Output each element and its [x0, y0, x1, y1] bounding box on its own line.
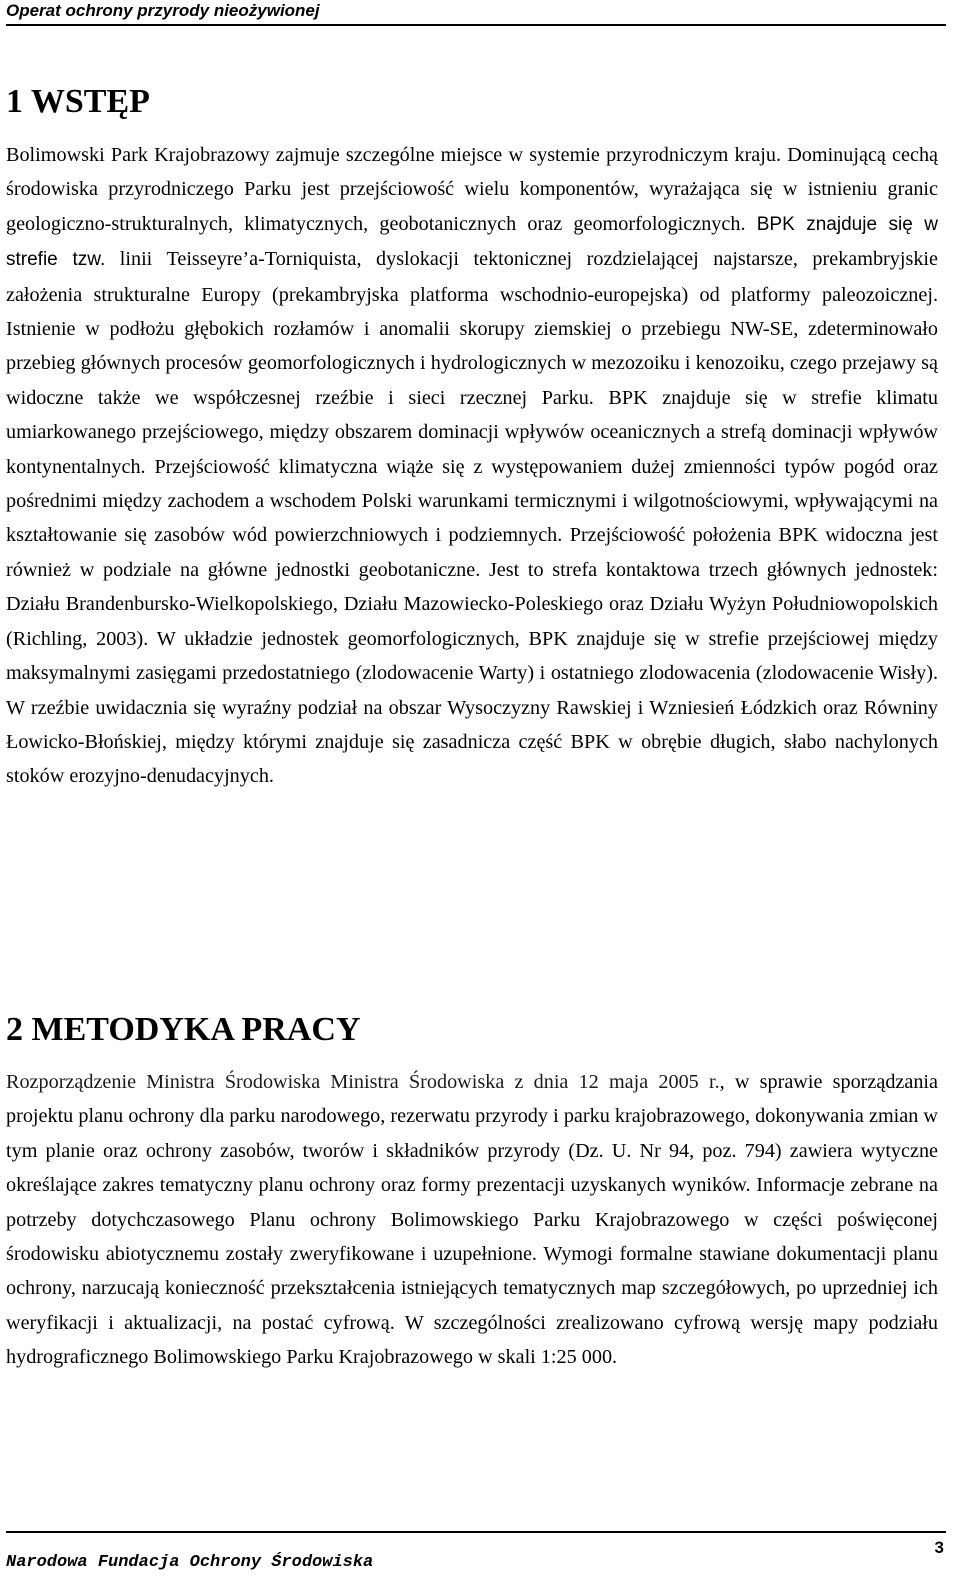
methodology-paragraph	[6, 1065, 938, 1375]
section-heading-wstep: 1 WSTĘP	[6, 83, 150, 120]
intro-paragraph-part-2: linii Teisseyre’a-Torniquista, dyslokacji tektonicznej rozdzielającej najstarsze, prekambryjskie założenia strukturalne Europy (prekambryjska platforma wschodnio-europejska) od platformy paleozoicznej. Istnienie w podłożu głębokich rozłamów i anomalii skorupy ziemskiej o przebiegu NW-SE, zdeterminowało przebieg głównych procesów geomorfologicznych i hydrologicznych w mezozoiku i kenozoiku, czego przejawy są widoczne także we współczesnej rzeźbie i sieci rzecznej Parku. BPK znajduje się w strefie klimatu umiarkowanego przejściowego, między obszarem dominacji wpływów oceanicznych a strefą dominacji wpływów kontynentalnych. Przejściowość klimatyczna wiąże się z występowaniem dużej zmienności typów pogód oraz pośrednimi między zachodem a wschodem Polski warunkami termicznymi i wilgotnościowymi, wpływającymi na kształtowanie się zasobów wód powierzchniowych i podziemnych. Przejściowość położenia BPK widoczna jest również w podziale na główne jednostki geobotaniczne. Jest to strefa kontaktowa trzech głównych jednostek: Działu Brandenbursko-Wielkopolskiego, Działu Mazowiecko-Poleskiego oraz Działu Wyżyn Południowopolskich (Richling, 2003). W układzie jednostek geomorfologicznych, BPK znajduje się w strefie przejściowej między maksymalnymi zasięgami przedostatniego (zlodowacenie Warty) i ostatniego zlodowacenia (zlodowacenie Wisły). W rzeźbie uwidacznia się wyraźny podział na obszar Wysoczyzny Rawskiej i Wzniesień Łódzkich oraz Równiny Łowicko-Błońskiej, między którymi znajduje się zasadnicza część BPK w obrębie długich, słabo nachylonych stoków erozyjno-denudacyjnych.	[6, 248, 938, 788]
section-heading-metodyka-pracy: 2 METODYKA PRACY	[6, 1011, 361, 1048]
footer-divider	[6, 1531, 946, 1533]
page-number: 3	[934, 1538, 944, 1557]
running-header-title: Operat ochrony przyrody nieożywionej	[6, 1, 320, 20]
footer-organization: Narodowa Fundacja Ochrony Środowiska	[6, 1553, 374, 1572]
intro-paragraph-sans-phrase: BPK znajduje się w strefie tzw.	[6, 213, 938, 271]
regulation-title: Rozporządzenie Ministra Środowiska Ministra Środowiska z dnia 12 maja 2005 r.	[6, 1071, 720, 1093]
running-header	[6, 0, 946, 26]
intro-paragraph	[6, 138, 938, 794]
intro-paragraph-part-1: Bolimowski Park Krajobrazowy zajmuje szczególne miejsce w systemie przyrodniczym kraju. Dominującą cechą środowiska przyrodniczego Parku jest przejściowość wielu komponentów, wyrażająca się w istnieniu granic geologiczno-strukturalnych, klimatycznych, geobotanicznych oraz geomorfologicznych.	[6, 144, 938, 235]
methodology-paragraph-body: , w sprawie sporządzania projektu planu ochrony dla parku narodowego, rezerwatu przyrody i parku krajobrazowego, dokonywania zmian w tym planie oraz ochrony zasobów, tworów i składników przyrody (Dz. U. Nr 94, poz. 794) zawiera wytyczne określające zakres tematyczny planu ochrony oraz formy prezentacji uzyskanych wyników. Informacje zebrane na potrzeby dotychczasowego Planu ochrony Bolimowskiego Parku Krajobrazowego w części poświęconej środowisku abiotycznemu zostały zweryfikowane i uzupełnione. Wymogi formalne stawiane dokumentacji planu ochrony, narzucają konieczność przekształcenia istniejących tematycznych map szczegółowych, po uprzedniej ich weryfikacji i aktualizacji, na postać cyfrową. W szczególności zrealizowano cyfrową wersję mapy podziału hydrograficznego Bolimowskiego Parku Krajobrazowego w skali 1:25 000.	[6, 1071, 938, 1369]
